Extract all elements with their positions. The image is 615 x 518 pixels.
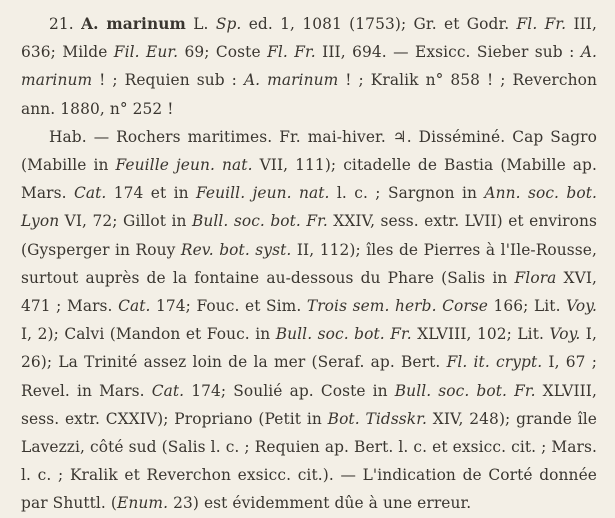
- habitat-ref-title: Bull. soc. bot. Fr.: [191, 212, 328, 231]
- habitat-text: I, 67 ; Revel. in Mars.: [21, 353, 597, 400]
- habitat-text: 174 et in: [106, 184, 196, 203]
- citation-text: ! ; Kralik n° 858 ! ; Reverchon ann. 1880, n° 252 !: [21, 71, 598, 118]
- citation-text: ! ; Requien sub :: [92, 71, 244, 90]
- citation-title: A. marinum: [21, 43, 598, 90]
- habitat-ref-title: Cat.: [151, 381, 185, 400]
- habitat-ref-title: Cat.: [118, 297, 151, 316]
- habitat-text: XXIV, sess. extr. LVII) et environs (Gysperger in Rouy: [21, 212, 597, 259]
- habitat-ref-title: Feuille jeun. nat.: [115, 156, 253, 175]
- habitat-ref-title: Trois sem. herb. Corse: [306, 297, 488, 316]
- habitat-paragraph: [21, 123, 597, 518]
- habitat-ref-title: Enum.: [117, 494, 169, 513]
- habitat-ref-title: Flora: [514, 268, 557, 287]
- habitat-text: Hab. — Rochers maritimes. Fr. mai-hiver. ♃. Disséminé. Cap Sagro (Mabille in: [21, 127, 597, 175]
- habitat-ref-title: Voy.: [566, 297, 598, 316]
- habitat-text: XIV, 248); grande île Lavezzi, côté sud (Salis l. c. ; Requien ap. Bert. l. c. et exsicc. cit. ; Mars. l. c. ; Kralik et Reverchon exsicc. cit.). — L'indication de Corté donnée par Shuttl. (: [21, 409, 597, 513]
- species-name: A. marinum: [81, 15, 186, 33]
- habitat-text: VI, 72; Gillot in: [59, 212, 192, 231]
- habitat-text: XLVIII, 102; Lit.: [411, 325, 550, 344]
- habitat-ref-title: Bot. Tidsskr.: [327, 409, 427, 428]
- habitat-ref-title: Ann. soc. bot. Lyon: [21, 184, 597, 231]
- habitat-text: I, 26); La Trinité assez loin de la mer (Seraf. ap. Bert.: [21, 325, 597, 372]
- citation-title: A. marinum: [243, 71, 339, 90]
- habitat-text: VII, 111); citadelle de Bastia (Mabille ap. Mars.: [21, 156, 597, 203]
- citation-title: Fl. Fr.: [516, 15, 567, 33]
- habitat-text: 174; Fouc. et Sim.: [150, 297, 307, 316]
- species-entry-paragraph: [21, 10, 597, 123]
- entry-number: 21.: [49, 15, 74, 33]
- citation-text: L.: [185, 15, 216, 33]
- citation-title: Fl. Fr.: [267, 43, 316, 62]
- habitat-text: XLVIII, sess. extr. CXXIV); Propriano (Petit in: [21, 381, 597, 428]
- habitat-text: I, 2); Calvi (Mandon et Fouc. in: [21, 325, 276, 344]
- habitat-ref-title: Rev. bot. syst.: [180, 240, 292, 259]
- citation-text: III, 636; Milde: [21, 15, 597, 62]
- habitat-ref-title: Feuill. jeun. nat.: [195, 184, 330, 203]
- habitat-text: XVI, 471 ; Mars.: [21, 268, 597, 316]
- citation-text: ed. 1, 1081 (1753); Gr. et Godr.: [241, 15, 517, 33]
- habitat-ref-title: Bull. soc. bot. Fr.: [275, 325, 412, 344]
- habitat-ref-title: Voy.: [549, 325, 581, 344]
- citation-text: 69; Coste: [178, 43, 268, 62]
- habitat-text: 166; Lit.: [488, 297, 567, 316]
- habitat-text: l. c. ; Sargnon in: [329, 184, 485, 203]
- habitat-ref-title: Cat.: [73, 184, 107, 203]
- citation-text: III, 694. — Exsicc. Sieber sub :: [315, 43, 581, 62]
- habitat-text: 174; Soulié ap. Coste in: [184, 381, 395, 400]
- habitat-text: 23) est évidemment dûe à une erreur.: [168, 494, 472, 513]
- habitat-text: II, 112); îles de Pierres à l'Ile-Rousse, surtout auprès de la fontaine au-dessous du Phare (Salis in: [21, 240, 597, 287]
- citation-title: Sp.: [215, 15, 242, 33]
- habitat-ref-title: Fl. it. crypt.: [446, 353, 543, 372]
- citation-title: Fil. Eur.: [113, 43, 179, 62]
- habitat-ref-title: Bull. soc. bot. Fr.: [394, 381, 536, 400]
